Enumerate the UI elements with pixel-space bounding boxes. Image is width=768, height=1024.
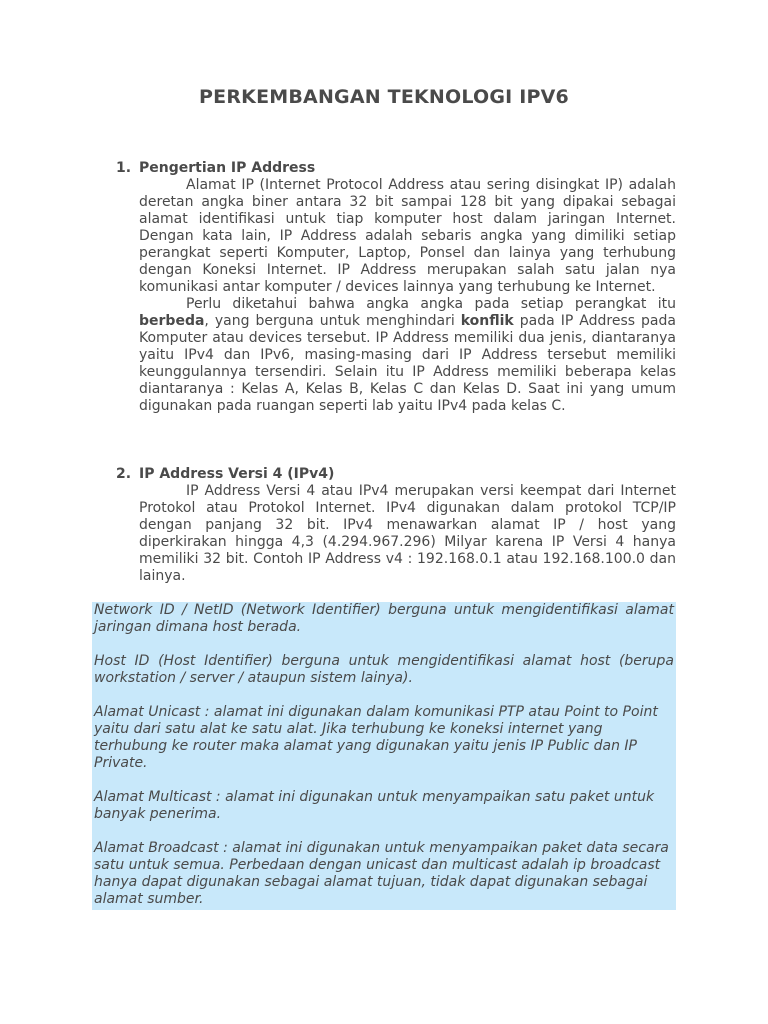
paragraph-text: Perlu diketahui bahwa angka angka pada setiap perangkat itu <box>186 296 676 312</box>
definition-multicast: Alamat Multicast : alamat ini digunakan untuk menyampaikan satu paket untuk banyak penerima. <box>94 789 655 822</box>
document-title: PERKEMBANGAN TEKNOLOGI IPV6 <box>199 86 569 108</box>
section-ip-address <box>116 160 676 415</box>
section-number: 2. <box>116 466 132 482</box>
section-title: IP Address Versi 4 (IPv4) <box>139 466 335 482</box>
paragraph: IP Address Versi 4 atau IPv4 merupakan versi keempat dari Internet Protokol atau Protokol Internet. IPv4 digunakan dalam protokol TCP/IP dengan panjang 32 bit. IPv4 menawarkan alamat IP / host yang diperkirakan hingga 4,3 (4.294.967.296) Milyar karena IP Versi 4 hanya memiliki 32 bit. Contoh IP Address v4 : 192.168.0.1 atau 192.168.100.0 dan lainya. <box>139 483 676 584</box>
section-heading <box>116 160 676 177</box>
highlighted-definitions <box>92 602 676 910</box>
section-heading <box>116 466 676 483</box>
section-number: 1. <box>116 160 132 176</box>
paragraph-text: pada IP Address pada Komputer atau devices tersebut. IP Address memiliki dua jenis, diantaranya yaitu IPv4 dan IPv6, masing-masing dari IP Address tersebut memiliki keunggulannya tersendiri. Selain itu IP Address memiliki beberapa kelas diantaranya : Kelas A, Kelas B, Kelas C dan Kelas D. Saat ini yang umum digunakan pada ruangan seperti lab yaitu IPv4 pada kelas C. <box>139 313 676 414</box>
definition-broadcast: Alamat Broadcast : alamat ini digunakan untuk menyampaikan paket data secara satu untuk semua. Perbedaan dengan unicast dan multicast adalah ip broadcast hanya dapat digunakan sebagai alamat tujuan, tidak dapat digunakan sebagai alamat sumber. <box>94 840 669 907</box>
bold-term: konflik <box>460 313 514 329</box>
spacer <box>92 687 676 704</box>
spacer <box>92 636 676 653</box>
definition-network-id: Network ID / NetID (Network Identifier) berguna untuk mengidentifikasi alamat jaringan dimana host berada. <box>94 602 674 635</box>
paragraph <box>139 296 676 415</box>
definition-unicast: Alamat Unicast : alamat ini digunakan dalam komunikasi PTP atau Point to Point yaitu dari satu alat ke satu alat. Jika terhubung ke koneksi internet yang terhubung ke router maka alamat yang digunakan yaitu jenis IP Public dan IP Private. <box>94 704 658 771</box>
definition-host-id: Host ID (Host Identifier) berguna untuk mengidentifikasi alamat host (berupa workstation / server / ataupun sistem lainya). <box>94 653 674 686</box>
paragraph-text: , yang berguna untuk menghindari <box>204 313 461 329</box>
section-ipv4 <box>116 466 676 585</box>
spacer <box>92 772 676 789</box>
paragraph: Alamat IP (Internet Protocol Address atau sering disingkat IP) adalah deretan angka biner antara 32 bit sampai 128 bit yang dipakai sebagai alamat identifikasi untuk tiap komputer host dalam jaringan Internet. Dengan kata lain, IP Address adalah sebaris angka yang dimiliki setiap perangkat seperti Komputer, Laptop, Ponsel dan lainya yang terhubung dengan Koneksi Internet. IP Address merupakan salah satu jalan nya komunikasi antar komputer / devices lainnya yang terhubung ke Internet. <box>139 177 676 295</box>
section-title: Pengertian IP Address <box>139 160 316 176</box>
spacer <box>92 823 676 840</box>
bold-term: berbeda <box>139 313 205 329</box>
